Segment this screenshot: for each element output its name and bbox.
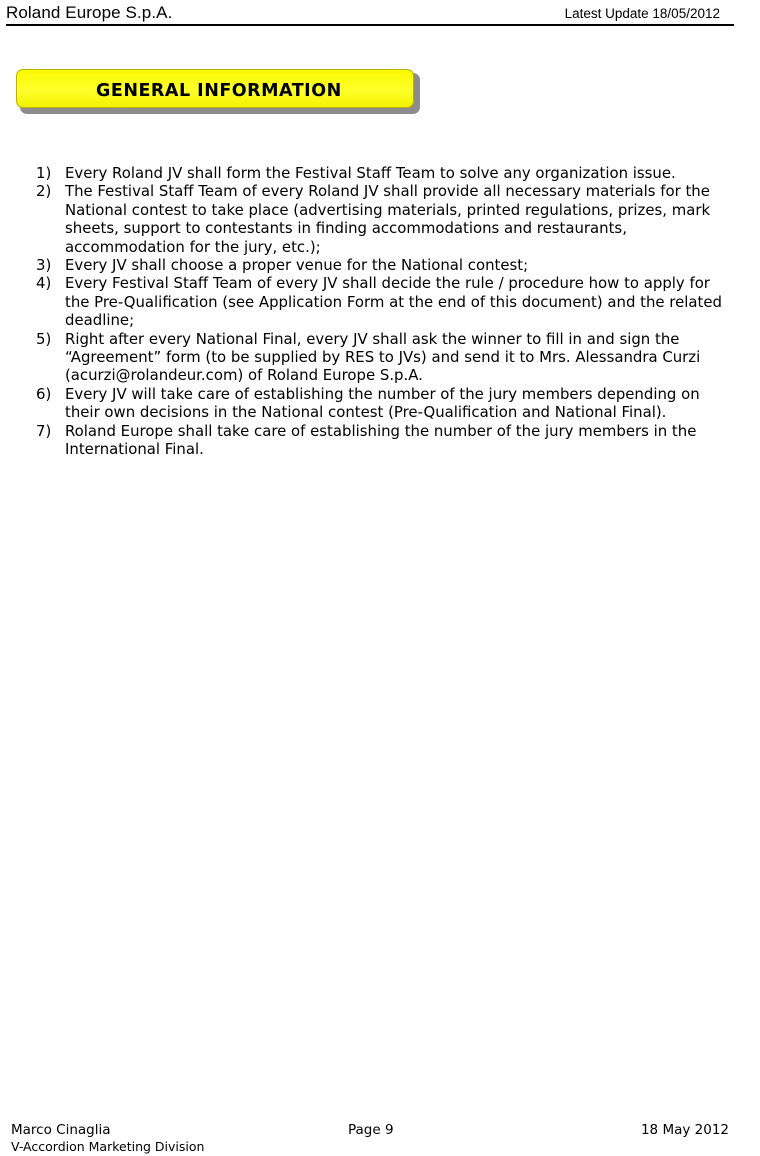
list-item-number: 1) (36, 164, 52, 182)
page-number: Page 9 (348, 1122, 394, 1138)
list-item (36, 256, 736, 274)
footer-author-block (11, 1122, 204, 1155)
section-title: GENERAL INFORMATION (96, 81, 342, 101)
footer-division: V-Accordion Marketing Division (11, 1139, 205, 1154)
list-item (36, 422, 736, 459)
rules-list (36, 164, 736, 459)
banner-box (16, 69, 414, 108)
list-item (36, 274, 736, 329)
list-item-text: The Festival Staff Team of every Roland JV shall provide all necessary materials for the National contest to take place (advertising materials, printed regulations, prizes, mark sheets, support to contestants in finding accommodations and restaurants, accommodation for the jury, etc.); (65, 182, 711, 256)
list-item-number: 6) (36, 384, 52, 403)
list-item-number: 2) (36, 182, 52, 201)
last-update-date: Latest Update 18/05/2012 (564, 6, 720, 21)
footer-author: Marco Cinaglia (11, 1122, 111, 1138)
page-header (6, 0, 734, 26)
list-item-number: 3) (36, 256, 52, 275)
list-item-number: 7) (36, 421, 52, 440)
list-item (36, 164, 736, 182)
list-item-text: Every Roland JV shall form the Festival Staff Team to solve any organization issue. (65, 164, 676, 182)
list-item (36, 182, 736, 256)
list-item-number: 5) (36, 329, 52, 348)
list-item-number: 4) (36, 274, 52, 293)
list-item-text: Right after every National Final, every JV shall ask the winner to fill in and sign the “Agreement” form (to be supplied by RES to JVs) and send it to Mrs. Alessandra Curzi (acurzi@rolandeur.com) of Roland Europe S.p.A. (65, 329, 701, 385)
section-banner (16, 69, 420, 114)
list-item (36, 385, 736, 422)
list-item-text: Every JV will take care of establishing the number of the jury members depending on their own decisions in the National contest (Pre-Qualification and National Final). (65, 384, 700, 422)
list-item (36, 330, 736, 385)
list-item-text: Roland Europe shall take care of establishing the number of the jury members in the International Final. (65, 421, 697, 459)
company-name: Roland Europe S.p.A. (6, 3, 173, 22)
list-item-text: Every Festival Staff Team of every JV shall decide the rule / procedure how to apply for the Pre-Qualification (see Application Form at the end of this document) and the related deadline; (65, 274, 722, 330)
list-item-text: Every JV shall choose a proper venue for the National contest; (65, 256, 529, 275)
footer-date: 18 May 2012 (640, 1122, 729, 1138)
